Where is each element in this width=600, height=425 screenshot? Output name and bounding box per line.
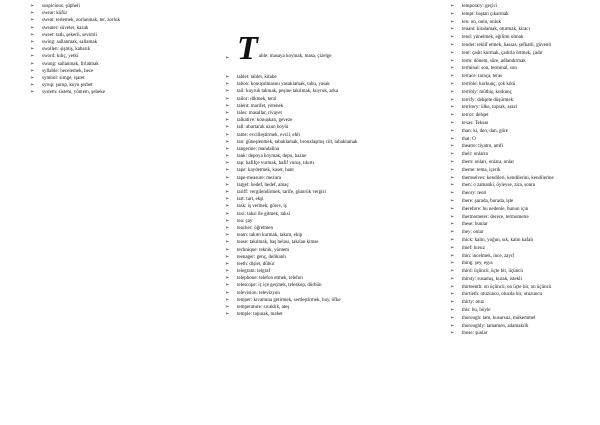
dictionary-entry <box>225 140 433 145</box>
bullet-arrow-icon: ➢ <box>225 260 230 267</box>
bullet-arrow-icon: ➢ <box>225 167 230 174</box>
bullet-arrow-icon: ➢ <box>30 38 35 45</box>
entry-text: suspicious: şüpheli <box>42 4 80 9</box>
entry-text: tenant: kiralamak, oturmak, kiracı <box>462 27 530 33</box>
entry-text: there: şurada, burada, işte <box>462 198 514 204</box>
bullet-arrow-icon: ➢ <box>225 102 230 109</box>
bullet-arrow-icon: ➢ <box>450 197 455 204</box>
dictionary-entry <box>450 12 600 17</box>
bullet-arrow-icon: ➢ <box>225 203 230 210</box>
entry-text: talent: marifet, yetenek <box>237 103 284 109</box>
bullet-arrow-icon: ➢ <box>225 296 230 303</box>
entry-text: term: dönem, süre, adlandırmak <box>462 58 526 64</box>
entry-text: temporary: geçici <box>462 4 498 9</box>
entry-text: texas: Teksas <box>462 120 489 126</box>
dictionary-entry <box>450 300 600 305</box>
bullet-arrow-icon: ➢ <box>450 151 455 158</box>
dictionary-entry <box>30 4 198 9</box>
entry-text: territory: ülke, toprak, arazi <box>462 105 518 111</box>
entry-text: tea: çay <box>237 218 253 224</box>
dictionary-entry <box>450 129 600 134</box>
entry-text: tent: çadır kurmak, çadırla örtmek, çadır <box>462 50 543 56</box>
bullet-arrow-icon: ➢ <box>450 260 455 267</box>
bullet-arrow-icon: ➢ <box>450 96 455 103</box>
entry-text: temper: kıvamına getirmek, sertleştirmek, huy, öfke <box>237 297 341 303</box>
bullet-arrow-icon: ➢ <box>450 236 455 243</box>
dictionary-entry <box>450 254 600 259</box>
dictionary-entry <box>225 262 433 267</box>
drop-cap-entry <box>225 30 433 72</box>
entry-text: task: iş vermek, görev, iş <box>237 204 287 210</box>
dictionary-entry <box>225 111 433 116</box>
bullet-arrow-icon: ➢ <box>225 81 230 88</box>
entry-text: tender: teklif etmek, hassas, şefkatli, güvenli <box>462 42 552 48</box>
entry-text: their: onların <box>462 152 488 158</box>
dictionary-entry <box>225 125 433 130</box>
entry-text: terminal: son, terminal, son <box>462 66 517 72</box>
entry-text: television: televizyon <box>237 290 280 296</box>
bullet-arrow-icon: ➢ <box>30 60 35 67</box>
dictionary-entry <box>450 331 600 336</box>
dictionary-entry <box>450 105 600 110</box>
dictionary-entry <box>450 168 600 173</box>
dictionary-entry <box>225 118 433 123</box>
bullet-arrow-icon: ➢ <box>450 80 455 87</box>
entry-text: thirsty: susamış, kurak, istekli <box>462 276 522 282</box>
bullet-arrow-icon: ➢ <box>30 89 35 96</box>
dictionary-entry <box>450 121 600 126</box>
dictionary-entry <box>225 147 433 152</box>
entry-text: therefore: bu nedenle, bunun için <box>462 206 529 212</box>
dictionary-entry <box>450 324 600 329</box>
bullet-arrow-icon: ➢ <box>450 49 455 56</box>
entry-text: tape-measure: mezura <box>237 175 282 181</box>
entry-text: thorough: tam, kusursuz, mükemmel <box>462 315 536 321</box>
bullet-arrow-icon: ➢ <box>225 153 230 160</box>
dictionary-entry <box>450 35 600 40</box>
bullet-arrow-icon: ➢ <box>450 18 455 25</box>
dictionary-entry <box>450 308 600 313</box>
bullet-arrow-icon: ➢ <box>225 268 230 275</box>
bullet-arrow-icon: ➢ <box>225 160 230 167</box>
dictionary-entry <box>225 248 433 253</box>
bullet-arrow-icon: ➢ <box>225 210 230 217</box>
bullet-arrow-icon: ➢ <box>30 17 35 24</box>
entry-text: tame: evcilleştirmek, evcil, ehli <box>237 132 300 138</box>
bullet-arrow-icon: ➢ <box>225 282 230 289</box>
bullet-arrow-icon: ➢ <box>225 289 230 296</box>
bullet-arrow-icon: ➢ <box>450 307 455 314</box>
bullet-arrow-icon: ➢ <box>450 34 455 41</box>
dictionary-entry <box>450 183 600 188</box>
bullet-arrow-icon: ➢ <box>225 304 230 310</box>
entry-text: taboo: konuşulmasını yasaklamak, tabu, yasak <box>237 82 330 88</box>
dictionary-entry <box>450 144 600 149</box>
dictionary-entry <box>225 291 433 296</box>
dictionary-entry <box>225 82 433 87</box>
bullet-arrow-icon: ➢ <box>450 268 455 275</box>
entry-text: than: ki, den, dan, göre <box>462 128 508 134</box>
entry-text: tail: kuyruk takmak, peşine takılmak, kuyruk, arka <box>237 89 338 95</box>
bullet-arrow-icon: ➢ <box>450 3 455 9</box>
entry-text: target: hedef, hedef, amaç <box>237 182 289 188</box>
dictionary-entry <box>225 176 433 181</box>
column-left <box>30 4 198 97</box>
bullet-arrow-icon: ➢ <box>225 189 230 195</box>
entry-text: swing: sallanmak, sallamak <box>42 39 98 45</box>
dictionary-entry <box>450 285 600 290</box>
dictionary-entry <box>450 316 600 321</box>
dictionary-entry <box>450 160 600 165</box>
bullet-arrow-icon: ➢ <box>450 119 455 126</box>
entry-text: swear: küfür <box>42 11 68 17</box>
dictionary-entry <box>30 83 198 88</box>
bullet-arrow-icon: ➢ <box>450 314 455 321</box>
entry-text: teacher: öğretmen <box>237 225 273 231</box>
entry-text: sweet: tatlı, şekerli, sevimli <box>42 32 97 38</box>
dictionary-entry <box>30 26 198 31</box>
dictionary-entry <box>225 219 433 224</box>
bullet-arrow-icon: ➢ <box>225 174 230 181</box>
drop-cap-letter: T <box>237 30 258 67</box>
dictionary-entry <box>225 75 433 80</box>
entry-text: tablet: tablet, kitabe <box>237 75 277 80</box>
bullet-arrow-icon: ➢ <box>450 158 455 165</box>
bullet-arrow-icon: ➢ <box>225 109 230 116</box>
dictionary-entry <box>30 40 198 45</box>
entry-text: terribly: müthiş, korkunç <box>462 89 512 95</box>
dictionary-entry <box>225 104 433 109</box>
bullet-arrow-icon: ➢ <box>225 145 230 152</box>
entry-text: theme: tema, içerik <box>462 167 501 173</box>
entry-text: taxi: taksi ile gitmek, taksi <box>237 211 290 217</box>
bullet-arrow-icon: ➢ <box>225 311 230 318</box>
entry-text: tariff: vergilendirmek, tarife, gümrük vergisi <box>237 190 326 195</box>
dictionary-entry <box>450 51 600 56</box>
entry-text: terrify: dehşete düşürmek <box>462 97 514 103</box>
entry-text: thing: şey, eşya <box>462 261 493 267</box>
column-right <box>450 4 600 339</box>
entry-text: that: O <box>462 136 476 142</box>
column-middle <box>225 4 433 319</box>
dictionary-entry <box>450 59 600 64</box>
entry-text: thirteenth: on üçüncü, on üçte bir, on üçüncü <box>462 284 552 290</box>
dictionary-entry <box>450 261 600 266</box>
bullet-arrow-icon: ➢ <box>450 174 455 181</box>
entry-text: tales: masallar, rivayet <box>237 110 282 116</box>
dictionary-entry <box>450 292 600 297</box>
dictionary-entry <box>225 204 433 209</box>
bullet-arrow-icon: ➢ <box>450 291 455 298</box>
dictionary-entry <box>30 90 198 95</box>
entry-text: teeth: dişler, dübür <box>237 261 275 267</box>
entry-text: theatre: tiyatro, amfi <box>462 144 503 150</box>
entry-text: ten: on, onlu, onluk <box>462 19 502 25</box>
entry-text: third: üçüncü, üçte bir, üçüncü <box>462 269 523 275</box>
bullet-arrow-icon: ➢ <box>450 57 455 64</box>
dictionary-entry <box>225 298 433 303</box>
entry-text: telescope: iç içe geçmek, teleskop, dürbün <box>237 283 322 289</box>
entry-text: themselves: kendileri, kendilerini, kendilerine <box>462 175 554 181</box>
bullet-arrow-icon: ➢ <box>450 330 455 337</box>
dictionary-entry <box>450 230 600 235</box>
bullet-arrow-icon: ➢ <box>225 196 230 203</box>
dictionary-entry <box>30 18 198 23</box>
entry-text: temple: tapınak, mabet <box>237 312 283 318</box>
bullet-arrow-icon: ➢ <box>450 88 455 95</box>
dictionary-entry <box>450 27 600 32</box>
entry-text: terror: dehşet <box>462 113 489 119</box>
dictionary-entry <box>450 43 600 48</box>
bullet-arrow-icon: ➢ <box>450 244 455 251</box>
entry-text: then: o zamanki, öyleyse, zira, sonra <box>462 183 536 189</box>
dictionary-entry <box>30 76 198 81</box>
bullet-arrow-icon: ➢ <box>225 138 230 145</box>
entry-text: tend: yönelmek, eğilimi olmak <box>462 35 524 41</box>
dictionary-entry <box>30 69 198 74</box>
bullet-arrow-icon: ➢ <box>225 131 230 138</box>
entry-text: tease: takılmak, baş belası, takılan kimse <box>237 240 319 246</box>
dictionary-entry <box>450 4 600 9</box>
entry-text: syllable: hecelemek, hece <box>42 68 94 74</box>
dictionary-entry <box>225 168 433 173</box>
bullet-arrow-icon: ➢ <box>450 104 455 111</box>
dictionary-entry <box>225 269 433 274</box>
dictionary-entry <box>30 47 198 52</box>
entry-list <box>225 75 433 317</box>
bullet-arrow-icon: ➢ <box>30 3 35 9</box>
bullet-arrow-icon: ➢ <box>225 181 230 188</box>
bullet-arrow-icon: ➢ <box>30 24 35 31</box>
entry-text: swung: sallanmak, fırlatmak <box>42 61 99 67</box>
bullet-arrow-icon: ➢ <box>225 117 230 124</box>
entry-text: tart: tart, ekşi <box>237 197 264 203</box>
entry-text: symbol: simge, işaret <box>42 75 85 81</box>
entry-text: technique: teknik, yöntem <box>237 247 290 253</box>
dictionary-entry <box>450 137 600 142</box>
dictionary-entry <box>225 255 433 260</box>
entry-text: this: bu, böyle <box>462 308 491 314</box>
bullet-arrow-icon: ➢ <box>30 53 35 60</box>
bullet-arrow-icon: ➢ <box>225 55 230 61</box>
dictionary-entry <box>450 98 600 103</box>
bullet-arrow-icon: ➢ <box>450 41 455 48</box>
entry-text: sweater: süveter, kazak <box>42 25 89 31</box>
entry-text: them: onları, onlara, onlar <box>462 159 515 165</box>
entry-text: tall: abartarak uzun boylu <box>237 125 289 131</box>
entry-text: tan: güneşlenmek, tabaklamak, bronzlaşmış cilt, tabaklamak <box>237 139 358 145</box>
entry-text: thoroughly: tamamen, adamakıllı <box>462 323 529 329</box>
dictionary-entry <box>225 197 433 202</box>
dictionary-entry <box>225 97 433 102</box>
entry-text: tempt: baştan çıkarmak <box>462 11 509 17</box>
entry-text: terrible: korkunç, çok kötü <box>462 81 516 87</box>
entry-text: talkative: konuşkan, geveze <box>237 118 293 124</box>
entry-text: theory: teori <box>462 191 487 197</box>
entry-text: thin: incelmek, ince, zayıf <box>462 253 515 259</box>
dictionary-entry <box>225 212 433 217</box>
bullet-arrow-icon: ➢ <box>225 275 230 282</box>
bullet-arrow-icon: ➢ <box>30 74 35 81</box>
bullet-arrow-icon: ➢ <box>225 217 230 224</box>
bullet-arrow-icon: ➢ <box>450 182 455 189</box>
bullet-arrow-icon: ➢ <box>450 166 455 173</box>
entry-text: thirtieth: otuzuncu, otuzda bir, otuzuncu <box>462 292 543 298</box>
dictionary-entry <box>225 276 433 281</box>
entry-text: thick: kalın, yoğun, sık, kalın kafalı <box>462 237 534 243</box>
dictionary-entry <box>450 269 600 274</box>
entry-text: teenager: genç, delikanlı <box>237 254 287 260</box>
dictionary-entry <box>225 226 433 231</box>
bullet-arrow-icon: ➢ <box>225 224 230 231</box>
bullet-arrow-icon: ➢ <box>30 46 35 53</box>
bullet-arrow-icon: ➢ <box>450 26 455 33</box>
drop-cap-text: able: masaya koymak, masa, çizelge <box>258 54 332 59</box>
entry-text: tangerine: mandalina <box>237 146 280 152</box>
bullet-arrow-icon: ➢ <box>225 88 230 95</box>
entry-text: tape: kaydetmek, kaset, bant <box>237 168 294 174</box>
entry-text: syrup: şurup, koyu şerbet <box>42 83 93 89</box>
entry-text: those: şunlar <box>462 331 488 337</box>
entry-text: thermometer: derece, termometre <box>462 214 529 220</box>
bullet-arrow-icon: ➢ <box>450 322 455 329</box>
bullet-arrow-icon: ➢ <box>450 283 455 290</box>
dictionary-entry <box>225 190 433 195</box>
bullet-arrow-icon: ➢ <box>225 246 230 253</box>
bullet-arrow-icon: ➢ <box>450 10 455 17</box>
entry-text: team: takım kurmak, takım, ekip <box>237 233 303 239</box>
dictionary-entry <box>450 191 600 196</box>
bullet-arrow-icon: ➢ <box>450 229 455 236</box>
bullet-arrow-icon: ➢ <box>450 252 455 259</box>
entry-text: sword: kılıç, yetki <box>42 54 79 60</box>
bullet-arrow-icon: ➢ <box>450 299 455 306</box>
dictionary-entry <box>450 207 600 212</box>
dictionary-entry <box>225 89 433 94</box>
entry-text: system: sistem, yöntem, şebeke <box>42 90 105 96</box>
dictionary-entry <box>225 133 433 138</box>
dictionary-entry <box>450 215 600 220</box>
dictionary-entry <box>225 312 433 317</box>
dictionary-entry <box>30 11 198 16</box>
dictionary-entry <box>450 113 600 118</box>
dictionary-entry <box>225 233 433 238</box>
dictionary-entry <box>450 74 600 79</box>
bullet-arrow-icon: ➢ <box>450 205 455 212</box>
entry-text: thirty: otuz <box>462 300 485 306</box>
dictionary-entry <box>225 183 433 188</box>
bullet-arrow-icon: ➢ <box>450 221 455 228</box>
entry-text: temperature: sıcaklık, ateş <box>237 305 290 310</box>
dictionary-entry <box>450 20 600 25</box>
bullet-arrow-icon: ➢ <box>30 31 35 38</box>
bullet-arrow-icon: ➢ <box>225 74 230 80</box>
bullet-arrow-icon: ➢ <box>225 124 230 131</box>
dictionary-entry <box>225 305 433 310</box>
entry-text: terrace: taraça, teras <box>462 74 503 80</box>
dictionary-entry <box>30 54 198 59</box>
entry-text: tap: hafifçe vurmak, hafif vuruş, tıkırtı <box>237 161 315 167</box>
bullet-arrow-icon: ➢ <box>225 232 230 239</box>
dictionary-entry <box>450 277 600 282</box>
bullet-arrow-icon: ➢ <box>225 239 230 246</box>
dictionary-entry <box>450 90 600 95</box>
bullet-arrow-icon: ➢ <box>450 275 455 282</box>
dictionary-entry <box>225 283 433 288</box>
dictionary-entry <box>450 82 600 87</box>
bullet-arrow-icon: ➢ <box>30 82 35 89</box>
entry-text: these: bunlar <box>462 222 488 228</box>
entry-text: they: onlar <box>462 230 484 236</box>
dictionary-entry <box>450 152 600 157</box>
bullet-arrow-icon: ➢ <box>30 10 35 17</box>
bullet-arrow-icon: ➢ <box>450 143 455 150</box>
bullet-arrow-icon: ➢ <box>225 253 230 260</box>
dictionary-entry <box>450 176 600 181</box>
dictionary-entry <box>225 240 433 245</box>
entry-text: tank: depoya koymak, depo, hazne <box>237 154 307 160</box>
dictionary-entry <box>450 238 600 243</box>
bullet-arrow-icon: ➢ <box>30 67 35 74</box>
bullet-arrow-icon: ➢ <box>450 190 455 197</box>
bullet-arrow-icon: ➢ <box>450 65 455 72</box>
entry-text: telephone: telefon etmek, telefon <box>237 276 303 282</box>
dictionary-entry <box>225 154 433 159</box>
bullet-arrow-icon: ➢ <box>225 95 230 102</box>
dictionary-entry <box>450 66 600 71</box>
entry-text: tailor: dikmek, terzi <box>237 96 277 102</box>
bullet-arrow-icon: ➢ <box>450 213 455 220</box>
dictionary-entry <box>450 199 600 204</box>
bullet-arrow-icon: ➢ <box>450 135 455 142</box>
entry-text: swollen: şişmiş, kabarık <box>42 47 91 53</box>
entry-text: thief: hırsız <box>462 245 485 251</box>
bullet-arrow-icon: ➢ <box>450 127 455 134</box>
entry-text: telegram: telgraf <box>237 269 271 275</box>
dictionary-entry <box>30 33 198 38</box>
bullet-arrow-icon: ➢ <box>450 112 455 119</box>
bullet-arrow-icon: ➢ <box>450 73 455 80</box>
dictionary-entry <box>30 62 198 67</box>
entry-text: sweat: terlemek, zorlanmak, ter, zorluk <box>42 18 120 24</box>
dictionary-entry <box>450 246 600 251</box>
dictionary-entry <box>450 222 600 227</box>
dictionary-entry <box>225 161 433 166</box>
